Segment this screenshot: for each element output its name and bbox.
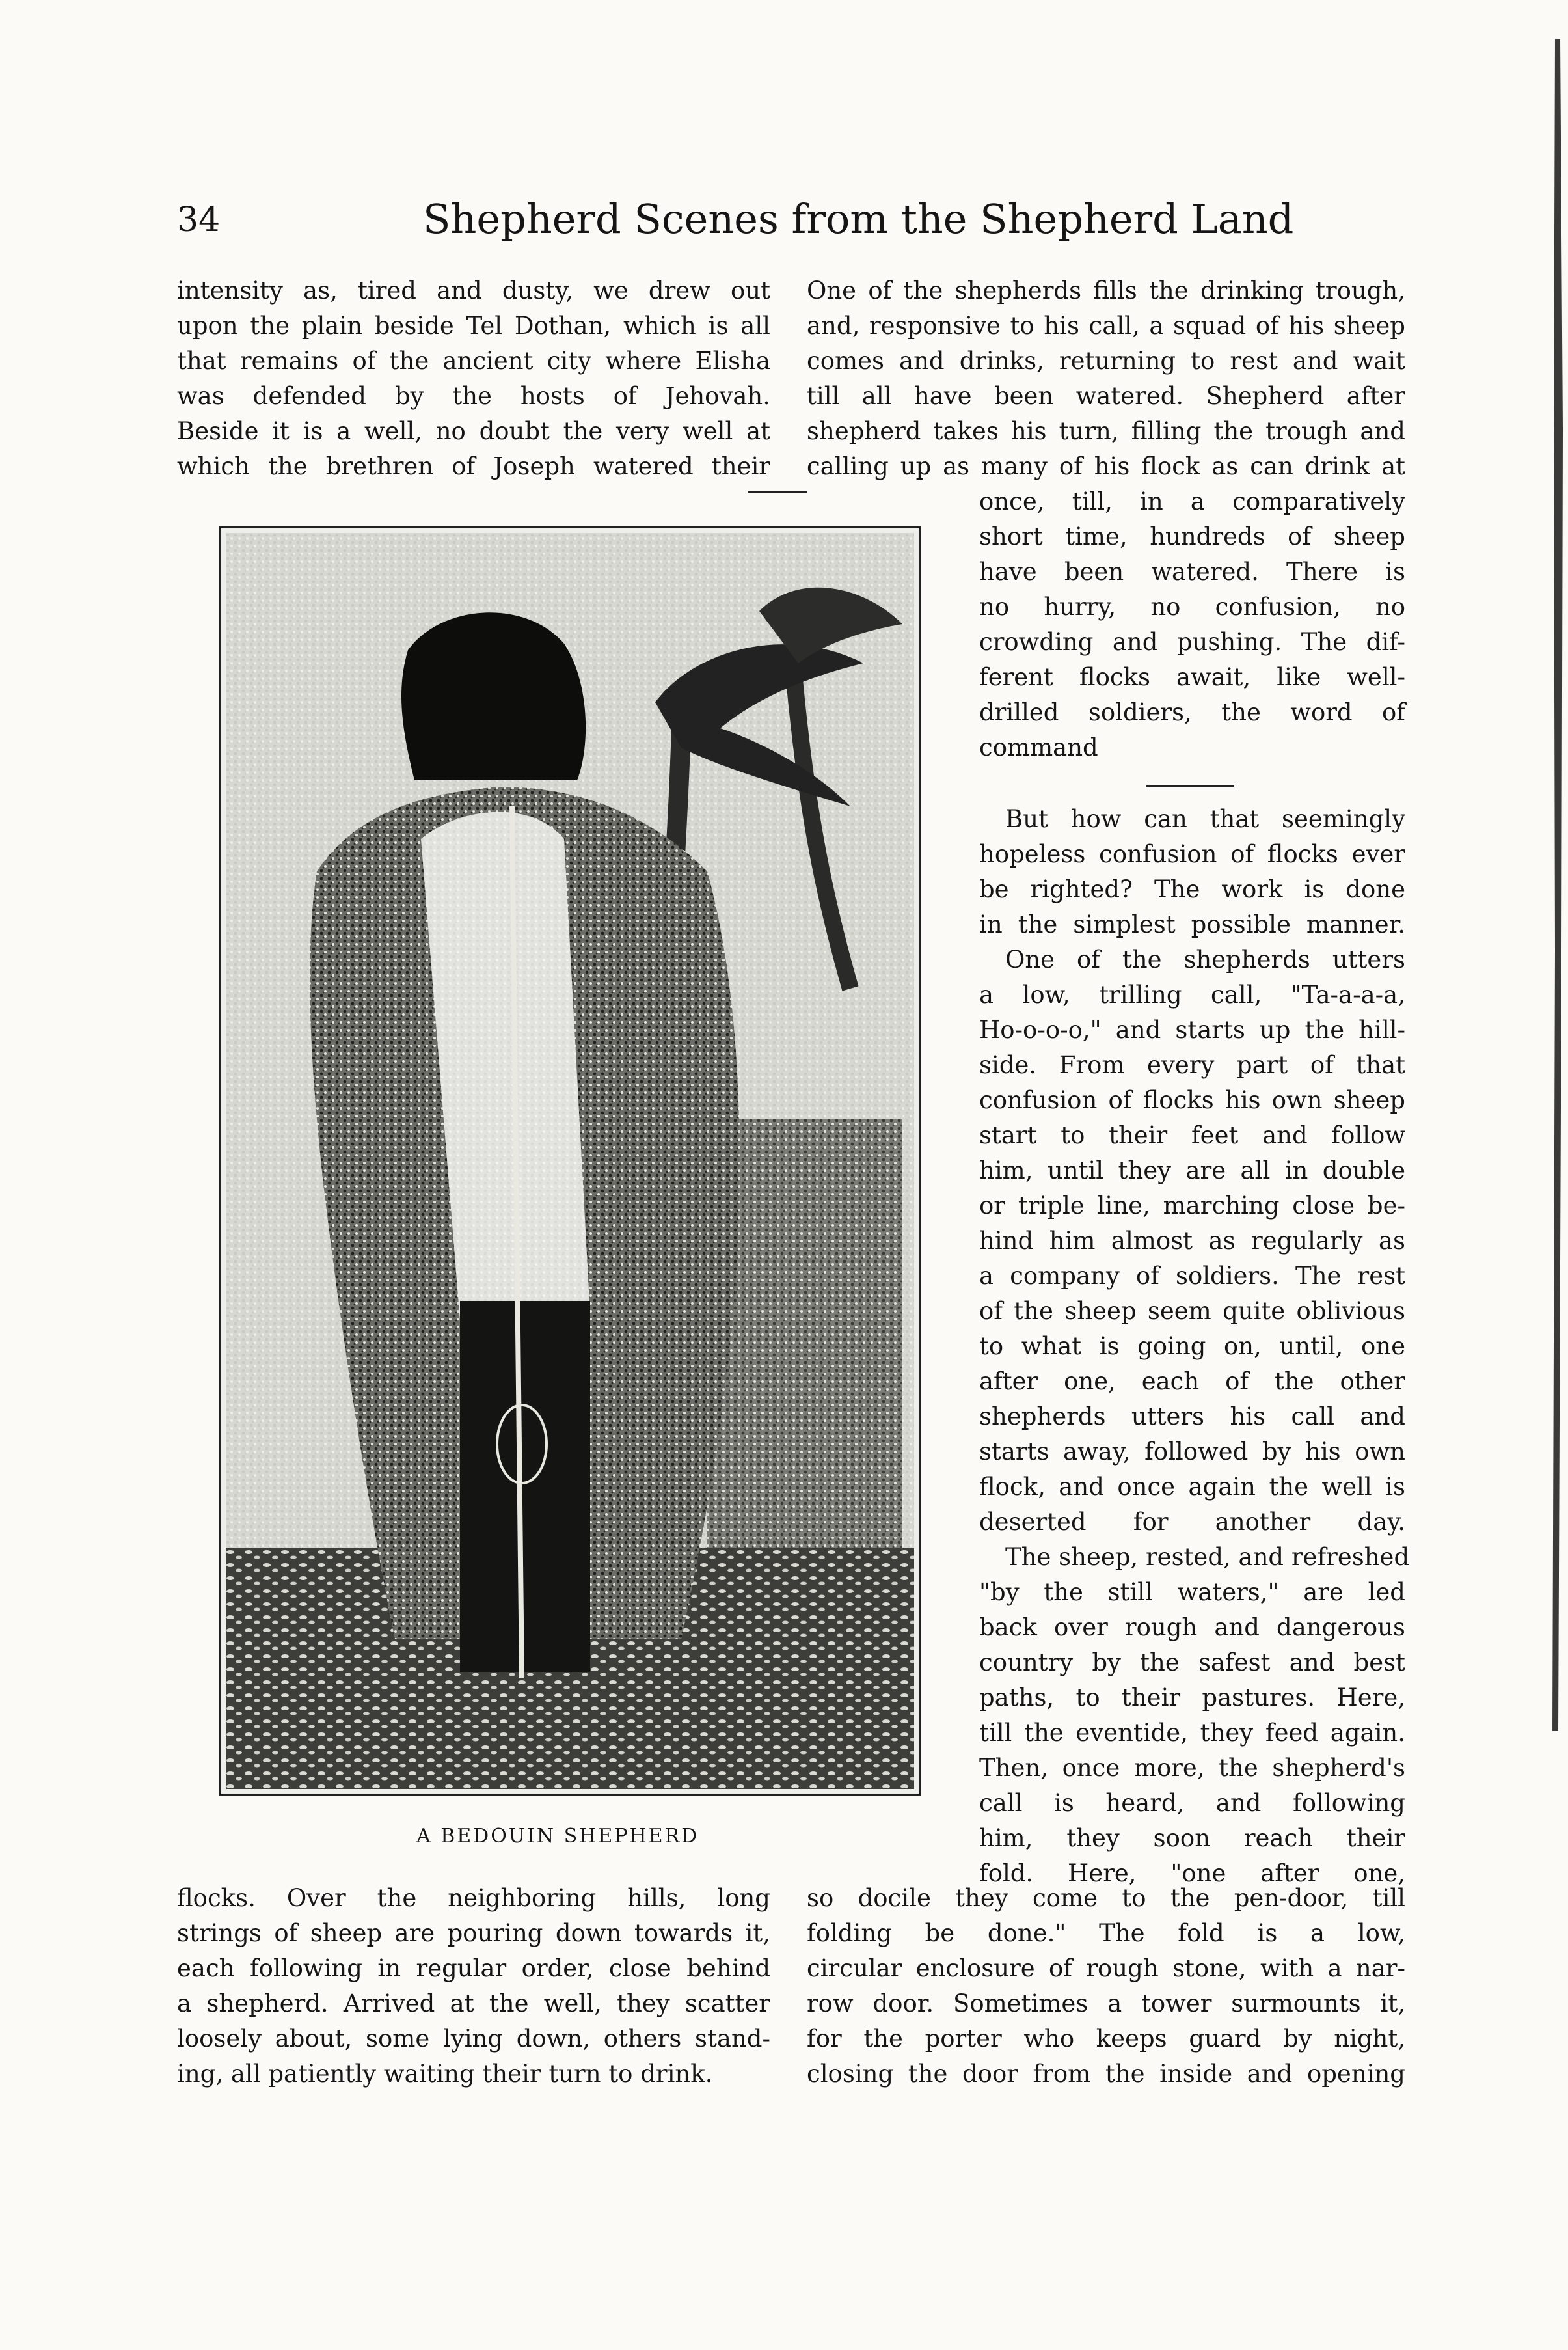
binding-edge-shadow bbox=[1522, 39, 1568, 1731]
text-line: short time, hundreds of sheep bbox=[979, 523, 1405, 551]
text-line: till the eventide, they feed again. bbox=[979, 1719, 1405, 1747]
text-line: starts away, followed by his own bbox=[979, 1438, 1405, 1466]
text-line: back over rough and dangerous bbox=[979, 1613, 1405, 1641]
figure-caption: A BEDOUIN SHEPHERD bbox=[416, 1825, 699, 1848]
text-line: or triple line, marching close be- bbox=[979, 1192, 1405, 1220]
text-line: a shepherd. Arrived at the well, they scatter bbox=[177, 1989, 770, 2017]
text-line: flocks. Over the neighboring hills, long bbox=[177, 1884, 770, 1912]
text-line: after one, each of the other bbox=[979, 1367, 1405, 1395]
text-line: was defended by the hosts of Jehovah. bbox=[177, 382, 770, 410]
text-line: country by the safest and best bbox=[979, 1648, 1405, 1676]
text-line: in the simplest possible manner. bbox=[979, 910, 1405, 938]
text-line: "by the still waters," are led bbox=[979, 1578, 1405, 1606]
text-line: flock, and once again the well is bbox=[979, 1473, 1405, 1501]
text-line: and, responsive to his call, a squad of his sheep bbox=[807, 312, 1405, 340]
text-line: fold. Here, "one after one, bbox=[979, 1859, 1405, 1887]
left-column-bottom bbox=[177, 1881, 770, 2092]
column-rule bbox=[748, 491, 807, 493]
text-line: hind him almost as regularly as bbox=[979, 1227, 1405, 1255]
bedouin-shepherd-photo bbox=[219, 526, 921, 1796]
text-line: start to their feet and follow bbox=[979, 1121, 1405, 1149]
text-line: ing, all patiently waiting their turn to drink. bbox=[177, 2060, 713, 2088]
text-line: be righted? The work is done bbox=[979, 875, 1405, 903]
text-line: Then, once more, the shepherd's bbox=[979, 1754, 1405, 1782]
left-column-top bbox=[177, 273, 770, 484]
text-line: folding be done." The fold is a low, bbox=[807, 1919, 1405, 1947]
section-rule bbox=[1146, 785, 1234, 787]
text-line: for the porter who keeps guard by night, bbox=[807, 2025, 1405, 2053]
text-line: till all have been watered. Shepherd after bbox=[807, 382, 1405, 410]
text-line: One of the shepherds utters bbox=[1005, 946, 1405, 974]
text-line: a low, trilling call, "Ta-a-a-a, bbox=[979, 981, 1405, 1009]
text-line: hopeless confusion of flocks ever bbox=[979, 840, 1405, 868]
page-number: 34 bbox=[177, 200, 221, 239]
text-line: of the sheep seem quite oblivious bbox=[979, 1297, 1405, 1325]
text-line: shepherds utters his call and bbox=[979, 1402, 1405, 1430]
text-line: ferent flocks await, like well- bbox=[979, 663, 1405, 691]
text-line: confusion of flocks his own sheep bbox=[979, 1086, 1405, 1114]
right-column-narrow-1 bbox=[979, 484, 1405, 765]
text-line: closing the door from the inside and opening bbox=[807, 2060, 1405, 2088]
text-line: loosely about, some lying down, others stand- bbox=[177, 2025, 770, 2053]
text-line: each following in regular order, close behind bbox=[177, 1954, 770, 1982]
text-line: a company of soldiers. The rest bbox=[979, 1262, 1405, 1290]
text-line: upon the plain beside Tel Dothan, which is all bbox=[177, 312, 770, 340]
photo-illustration bbox=[226, 533, 914, 1789]
text-line: comes and drinks, returning to rest and wait bbox=[807, 347, 1405, 375]
text-line: which the brethren of Joseph watered their bbox=[177, 452, 770, 480]
text-line: him, until they are all in double bbox=[979, 1156, 1405, 1184]
text-line: that remains of the ancient city where Elisha bbox=[177, 347, 770, 375]
text-line: Beside it is a well, no doubt the very well at bbox=[177, 417, 770, 445]
text-line: drilled soldiers, the word of bbox=[979, 698, 1405, 726]
text-line: circular enclosure of rough stone, with a nar- bbox=[807, 1954, 1405, 1982]
text-line: so docile they come to the pen-door, till bbox=[807, 1884, 1405, 1912]
right-column-narrow-2 bbox=[979, 802, 1410, 1891]
text-line: no hurry, no confusion, no bbox=[979, 593, 1405, 621]
text-line: call is heard, and following bbox=[979, 1789, 1405, 1817]
text-line: once, till, in a comparatively bbox=[979, 487, 1405, 515]
text-line: The sheep, rested, and refreshed bbox=[1005, 1543, 1410, 1571]
text-line: But how can that seemingly bbox=[1005, 805, 1405, 833]
text-line: him, they soon reach their bbox=[979, 1824, 1405, 1852]
text-line: have been watered. There is bbox=[979, 558, 1405, 586]
text-line: Ho-o-o-o," and starts up the hill- bbox=[979, 1016, 1405, 1044]
text-line: side. From every part of that bbox=[979, 1051, 1405, 1079]
running-title: Shepherd Scenes from the Shepherd Land bbox=[423, 195, 1294, 243]
text-line: calling up as many of his flock as can drink at bbox=[807, 452, 1405, 480]
text-line: deserted for another day. bbox=[979, 1508, 1405, 1536]
text-line: intensity as, tired and dusty, we drew out bbox=[177, 277, 770, 305]
text-line: row door. Sometimes a tower surmounts it, bbox=[807, 1989, 1405, 2017]
text-line: paths, to their pastures. Here, bbox=[979, 1684, 1405, 1712]
text-line: crowding and pushing. The dif- bbox=[979, 628, 1405, 656]
right-column-top bbox=[807, 273, 1405, 484]
right-column-bottom bbox=[807, 1881, 1405, 2092]
text-line: shepherd takes his turn, filling the trough and bbox=[807, 417, 1405, 445]
text-line: to what is going on, until, one bbox=[979, 1332, 1405, 1360]
text-line: One of the shepherds fills the drinking trough, bbox=[807, 277, 1405, 305]
text-line: command bbox=[979, 733, 1098, 761]
text-line: strings of sheep are pouring down towards it, bbox=[177, 1919, 770, 1947]
